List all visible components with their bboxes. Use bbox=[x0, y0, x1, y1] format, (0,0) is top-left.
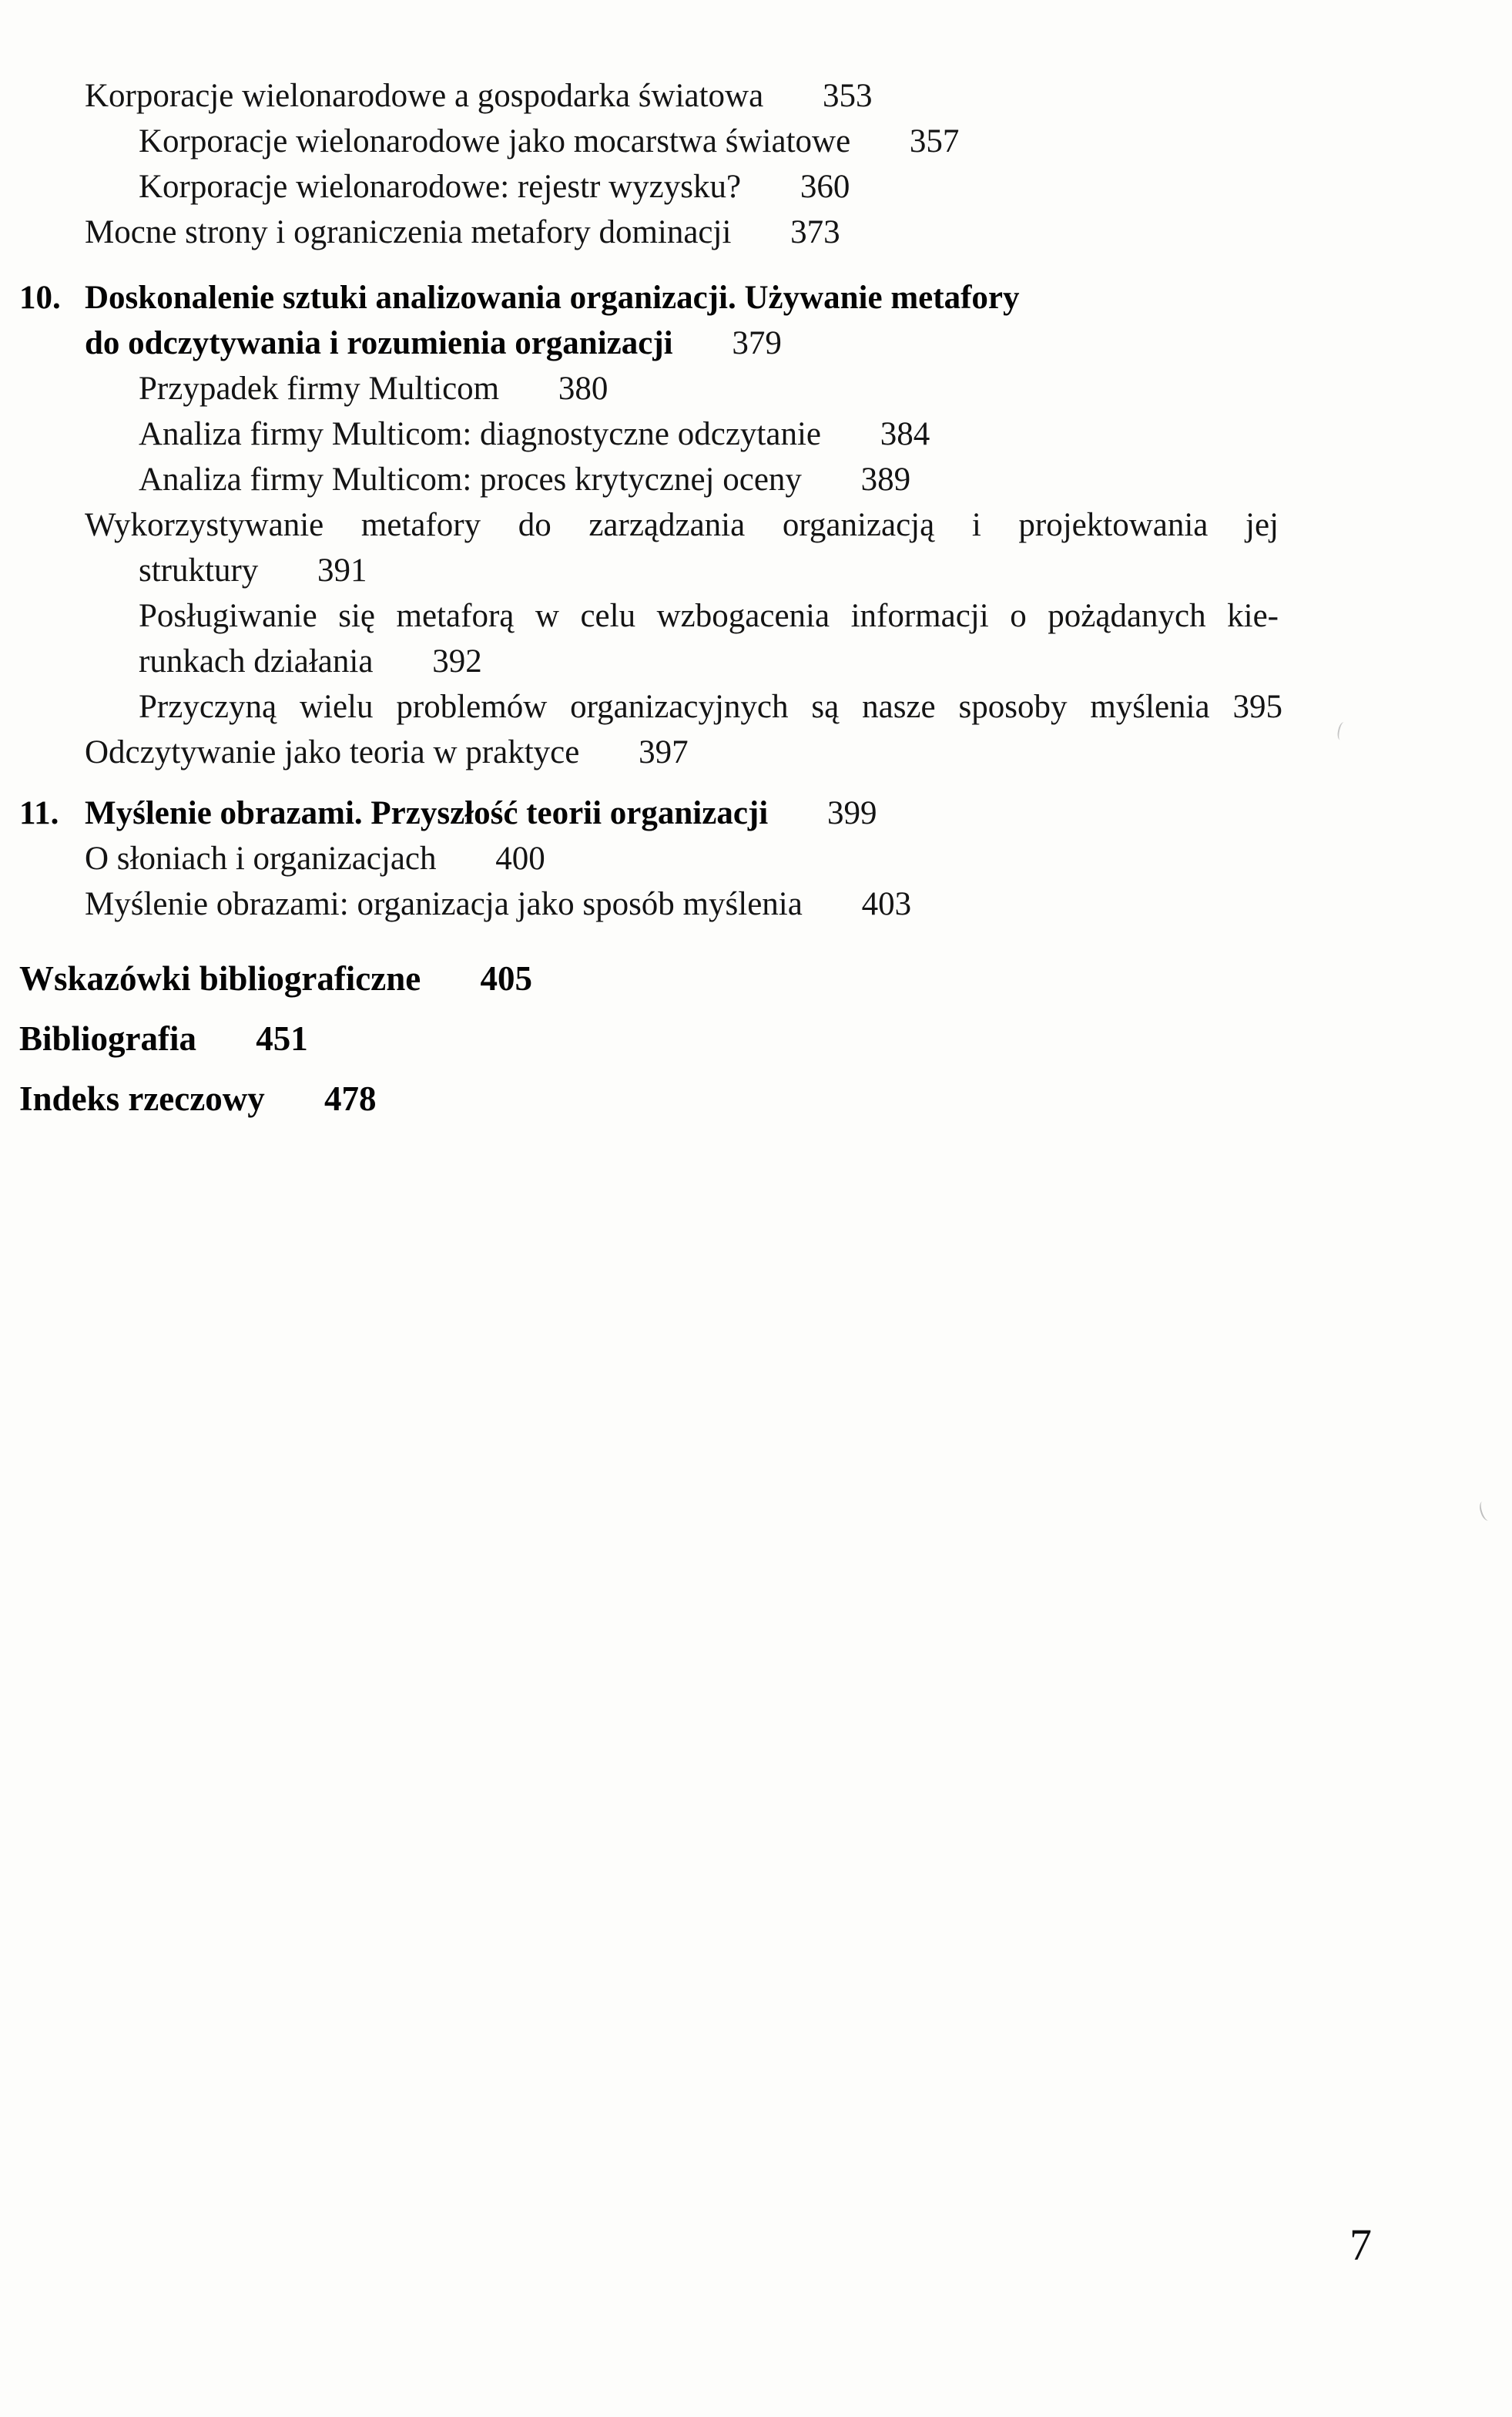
toc-entry bbox=[139, 684, 1282, 730]
toc-entry bbox=[85, 730, 1512, 775]
toc-entry-page: 478 bbox=[324, 1079, 377, 1118]
chapter-number: 11. bbox=[19, 795, 59, 831]
toc-entry-title: Korporacje wielonarodowe a gospodarka światowa bbox=[85, 78, 764, 114]
page-number: 7 bbox=[1349, 2220, 1372, 2270]
toc-entry-continuation bbox=[139, 639, 1512, 684]
toc-entry bbox=[139, 164, 1512, 210]
toc-entry-page: 380 bbox=[558, 371, 608, 407]
toc-entry-title: Wskazówki bibliograficzne bbox=[19, 959, 421, 998]
toc-entry-page: 384 bbox=[880, 416, 930, 452]
scan-artifact bbox=[1477, 1500, 1493, 1522]
toc-entry-title: Korporacje wielonarodowe jako mocarstwa światowe bbox=[139, 123, 851, 159]
toc-entry-title: Myślenie obrazami: organizacja jako sposób myślenia bbox=[85, 886, 803, 922]
toc-chapter-entry bbox=[19, 275, 1512, 321]
toc-entry bbox=[139, 593, 1279, 639]
toc-chapter-entry-continuation bbox=[85, 321, 1512, 366]
toc-entry bbox=[85, 881, 1512, 927]
toc-entry bbox=[139, 411, 1512, 457]
toc-entry-page: 353 bbox=[822, 78, 873, 114]
toc-entry-title: runkach działania bbox=[139, 643, 374, 680]
toc-entry bbox=[139, 366, 1512, 411]
toc-chapter-entry bbox=[19, 791, 1512, 836]
toc-entry bbox=[85, 502, 1279, 548]
toc-entry-page: 373 bbox=[790, 214, 840, 250]
toc-entry-title: Bibliografia bbox=[19, 1019, 197, 1058]
toc-entry-page: 357 bbox=[909, 123, 960, 159]
toc-entry bbox=[85, 210, 1512, 255]
toc-entry-page: 389 bbox=[860, 462, 911, 498]
toc-entry-page: 399 bbox=[826, 795, 877, 831]
toc-entry-title: O słoniach i organizacjach bbox=[85, 841, 437, 877]
chapter-number: 10. bbox=[19, 280, 61, 316]
toc-entry-page: 360 bbox=[800, 169, 850, 205]
toc-entry-page: 391 bbox=[317, 552, 367, 589]
toc-entry bbox=[85, 73, 1512, 119]
toc-section-entry bbox=[19, 1076, 1512, 1122]
toc-entry-page: 405 bbox=[480, 959, 533, 998]
toc-entry bbox=[85, 836, 1512, 881]
toc-entry-title: Doskonalenie sztuki analizowania organizacji. Używanie metafory bbox=[85, 280, 1020, 316]
toc-entry-title: Wykorzystywanie metafory do zarządzania organizacją i projektowania jej bbox=[85, 507, 1279, 543]
toc-entry-title: struktury bbox=[139, 552, 259, 589]
toc-entry-page: 379 bbox=[732, 325, 782, 361]
toc-entry-page: 403 bbox=[861, 886, 912, 922]
toc-entry bbox=[139, 119, 1512, 164]
toc-entry-page: 397 bbox=[639, 734, 689, 770]
toc-entry-page: 400 bbox=[495, 841, 545, 877]
toc-section-entry bbox=[19, 956, 1512, 1002]
toc-entry-title: Korporacje wielonarodowe: rejestr wyzysku? bbox=[139, 169, 742, 205]
toc-entry-title: Przyczyną wielu problemów organizacyjnych są nasze sposoby myślenia bbox=[139, 689, 1210, 725]
toc-entry-title: do odczytywania i rozumienia organizacji bbox=[85, 325, 673, 361]
toc-entry-continuation bbox=[139, 548, 1512, 593]
toc-entry-title: Posługiwanie się metaforą w celu wzbogacenia informacji o pożądanych kie- bbox=[139, 598, 1279, 634]
toc-entry-page: 451 bbox=[256, 1019, 308, 1058]
table-of-contents bbox=[0, 73, 1512, 1122]
toc-entry-page: 392 bbox=[432, 643, 482, 680]
toc-entry-page: 395 bbox=[1232, 689, 1282, 725]
toc-entry-title: Mocne strony i ograniczenia metafory dominacji bbox=[85, 214, 732, 250]
toc-entry-title: Przypadek firmy Multicom bbox=[139, 371, 500, 407]
toc-entry-title: Analiza firmy Multicom: proces krytycznej oceny bbox=[139, 462, 802, 498]
toc-entry-title: Indeks rzeczowy bbox=[19, 1079, 265, 1118]
toc-entry-title: Analiza firmy Multicom: diagnostyczne odczytanie bbox=[139, 416, 821, 452]
toc-entry-title: Myślenie obrazami. Przyszłość teorii organizacji bbox=[85, 795, 769, 831]
toc-entry-title: Odczytywanie jako teoria w praktyce bbox=[85, 734, 580, 770]
toc-section-entry bbox=[19, 1016, 1512, 1062]
toc-entry bbox=[139, 457, 1512, 502]
